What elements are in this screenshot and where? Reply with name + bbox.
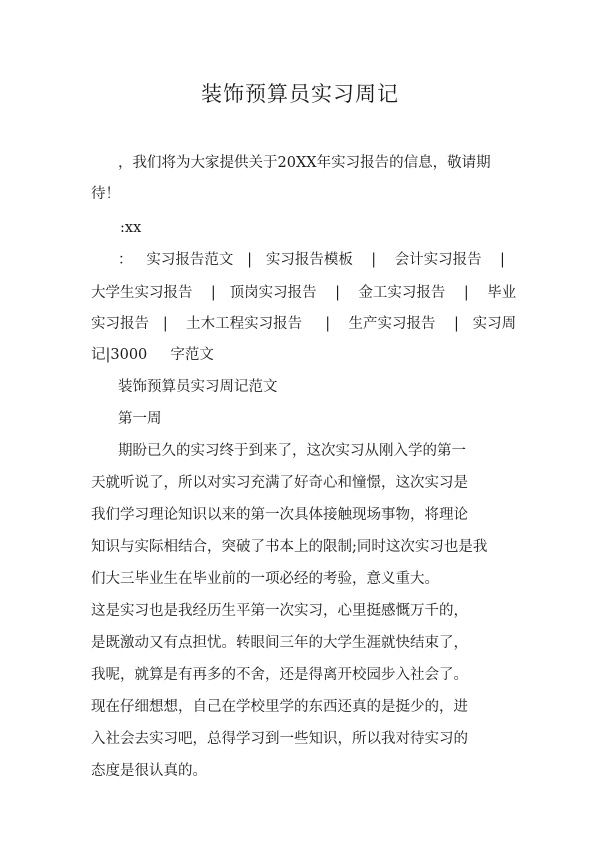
text-line: 第一周 — [118, 411, 162, 427]
text-line: 实习报告 | 土木工程实习报告 | 生产实习报告 | 实习周 — [91, 316, 517, 332]
text-line: 天就听说了，所以对实习充满了好奇心和憧憬，这次实习是 — [91, 475, 468, 491]
text-line: 是既激动又有点担忧。转眼间三年的大学生涯就快结束了， — [91, 635, 468, 651]
text-line: :xx — [120, 220, 142, 236]
text-line: 入社会去实习吧，总得学习到一些知识，所以我对待实习的 — [91, 731, 468, 747]
text-line: 大学生实习报告 | 顶岗实习报告 | 金工实习报告 | 毕业 — [91, 285, 517, 301]
text-line: ，我们将为大家提供关于20XX年实习报告的信息，敬请期 — [118, 155, 491, 171]
text-line: 态度是很认真的。 — [91, 763, 207, 779]
text-line: 期盼已久的实习终于到来了，这次实习从刚入学的第一 — [118, 443, 466, 459]
text-line: 待！ — [91, 186, 120, 202]
text-line: 知识与实际相结合，突破了书本上的限制;同时这次实习也是我 — [91, 539, 488, 555]
text-line: 装饰预算员实习周记范文 — [118, 379, 278, 395]
text-line: 我呢，就算是有再多的不舍，还是得离开校园步入社会了。 — [91, 667, 468, 683]
text-line: ： 实习报告范文 | 实习报告模板 | 会计实习报告 | — [118, 252, 505, 268]
page-title: 装饰预算员实习周记 — [201, 82, 399, 106]
text-line: 这是实习也是我经历生平第一次实习，心里挺感慨万千的， — [91, 603, 468, 619]
text-line: 们大三毕业生在毕业前的一项必经的考验，意义重大。 — [91, 571, 439, 587]
text-line: 记|3000 字范文 — [91, 347, 214, 363]
text-line: 我们学习理论知识以来的第一次具体接触现场事物，将理论 — [91, 507, 468, 523]
text-line: 现在仔细想想，自己在学校里学的东西还真的是挺少的，进 — [91, 699, 468, 715]
